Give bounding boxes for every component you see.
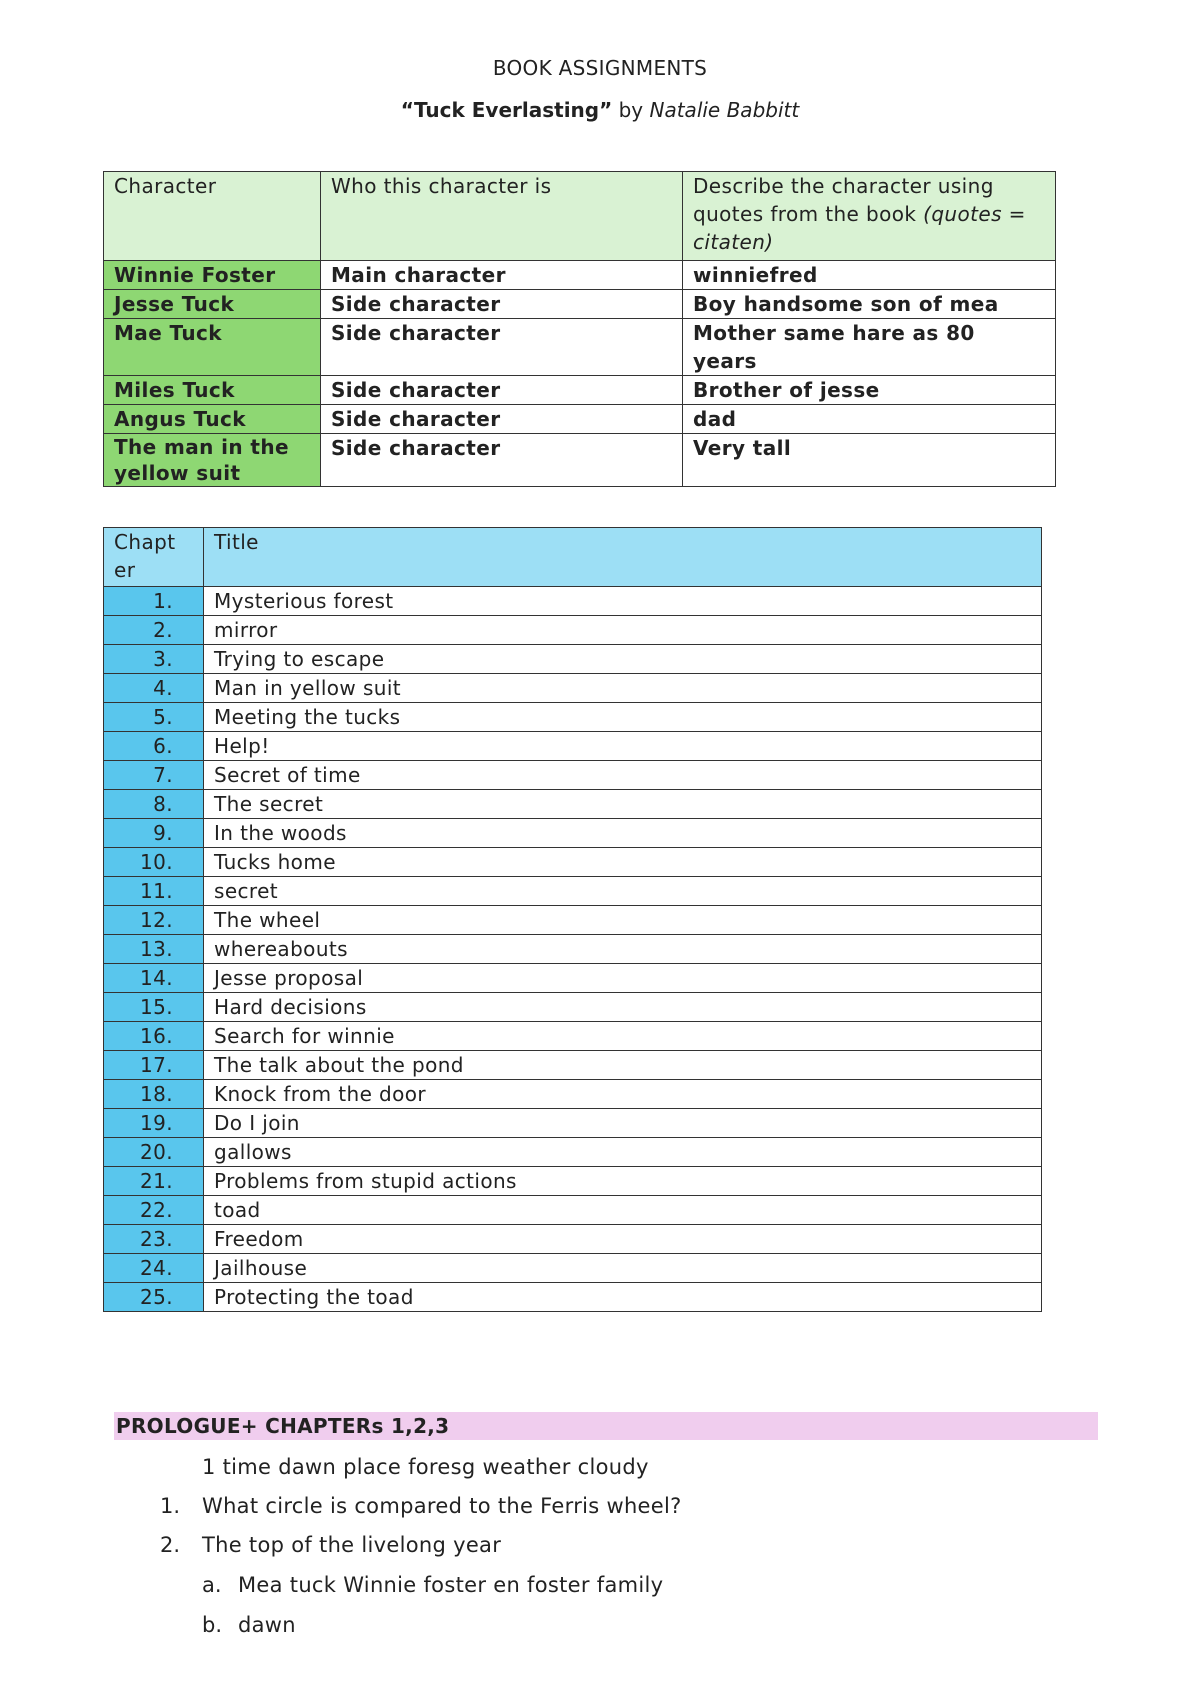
chapter-title: The talk about the pond bbox=[204, 1051, 1042, 1080]
chapter-title: Help! bbox=[204, 732, 1042, 761]
chapter-title: Knock from the door bbox=[204, 1080, 1042, 1109]
chapter-title: Meeting the tucks bbox=[204, 703, 1042, 732]
character-role: Side character bbox=[321, 290, 683, 319]
book-byline bbox=[0, 98, 1200, 122]
table-row bbox=[104, 261, 1056, 290]
character-name: Miles Tuck bbox=[104, 376, 321, 405]
character-role: Main character bbox=[321, 261, 683, 290]
chapter-title: gallows bbox=[204, 1138, 1042, 1167]
chapter-number: 25. bbox=[104, 1283, 204, 1312]
section-heading: PROLOGUE+ CHAPTERs 1,2,3 bbox=[114, 1412, 1098, 1440]
character-description: Boy handsome son of mea bbox=[683, 290, 1056, 319]
table-row bbox=[104, 645, 1042, 674]
header-describe bbox=[683, 172, 1056, 261]
chapters-table-header bbox=[104, 528, 1042, 587]
table-row bbox=[104, 1196, 1042, 1225]
table-row bbox=[104, 405, 1056, 434]
chapter-title: Problems from stupid actions bbox=[204, 1167, 1042, 1196]
header-chapter: Chapt er bbox=[104, 528, 204, 587]
character-name: Winnie Foster bbox=[104, 261, 321, 290]
character-description: Brother of jesse bbox=[683, 376, 1056, 405]
chapter-title: The secret bbox=[204, 790, 1042, 819]
chapter-number: 17. bbox=[104, 1051, 204, 1080]
header-describe-note: (quotes = citaten) bbox=[693, 202, 1026, 254]
page-title: BOOK ASSIGNMENTS bbox=[492, 56, 708, 80]
chapter-number: 10. bbox=[104, 848, 204, 877]
chapter-title: Hard decisions bbox=[204, 993, 1042, 1022]
character-description: winniefred bbox=[683, 261, 1056, 290]
table-row bbox=[104, 616, 1042, 645]
chapter-number: 5. bbox=[104, 703, 204, 732]
header-title: Title bbox=[204, 528, 1042, 587]
character-name: Mae Tuck bbox=[104, 319, 321, 376]
byline-by: by bbox=[612, 98, 650, 122]
chapter-number: 1. bbox=[104, 587, 204, 616]
question-text: What circle is compared to the Ferris wheel? bbox=[202, 1494, 682, 1518]
answer-text: Mea tuck Winnie foster en foster family bbox=[238, 1573, 664, 1597]
table-row bbox=[104, 290, 1056, 319]
question-marker: 1. bbox=[160, 1494, 181, 1518]
chapter-number: 16. bbox=[104, 1022, 204, 1051]
chapter-number: 22. bbox=[104, 1196, 204, 1225]
table-row bbox=[104, 790, 1042, 819]
book-author: Natalie Babbitt bbox=[649, 98, 800, 122]
table-row bbox=[104, 319, 1056, 376]
chapter-number: 21. bbox=[104, 1167, 204, 1196]
header-who: Who this character is bbox=[321, 172, 683, 261]
table-row bbox=[104, 877, 1042, 906]
chapter-number: 9. bbox=[104, 819, 204, 848]
chapter-title: Mysterious forest bbox=[204, 587, 1042, 616]
table-row bbox=[104, 964, 1042, 993]
question-marker: 2. bbox=[160, 1533, 181, 1557]
character-description: Very tall bbox=[683, 434, 1056, 487]
table-row bbox=[104, 1022, 1042, 1051]
chapter-number: 15. bbox=[104, 993, 204, 1022]
chapter-title: secret bbox=[204, 877, 1042, 906]
chapter-number: 6. bbox=[104, 732, 204, 761]
character-role: Side character bbox=[321, 405, 683, 434]
table-row bbox=[104, 376, 1056, 405]
table-row bbox=[104, 1051, 1042, 1080]
table-row bbox=[104, 848, 1042, 877]
table-row bbox=[104, 906, 1042, 935]
chapter-number: 18. bbox=[104, 1080, 204, 1109]
answer-marker: b. bbox=[202, 1613, 223, 1637]
chapter-title: Jailhouse bbox=[204, 1254, 1042, 1283]
chapter-title: Do I join bbox=[204, 1109, 1042, 1138]
character-name: The man in the yellow suit bbox=[104, 434, 321, 487]
answer-text: dawn bbox=[238, 1613, 296, 1637]
table-row bbox=[104, 761, 1042, 790]
table-row bbox=[104, 1225, 1042, 1254]
table-row bbox=[104, 935, 1042, 964]
character-description: dad bbox=[683, 405, 1056, 434]
table-row bbox=[104, 1254, 1042, 1283]
chapter-number: 4. bbox=[104, 674, 204, 703]
table-row bbox=[104, 587, 1042, 616]
character-role: Side character bbox=[321, 434, 683, 487]
chapter-title: Secret of time bbox=[204, 761, 1042, 790]
chapter-number: 20. bbox=[104, 1138, 204, 1167]
chapter-number: 19. bbox=[104, 1109, 204, 1138]
chapter-title: In the woods bbox=[204, 819, 1042, 848]
answer-marker: a. bbox=[202, 1573, 222, 1597]
table-row bbox=[104, 1283, 1042, 1312]
chapter-title: Jesse proposal bbox=[204, 964, 1042, 993]
table-row bbox=[104, 819, 1042, 848]
chapter-number: 24. bbox=[104, 1254, 204, 1283]
chapter-title: whereabouts bbox=[204, 935, 1042, 964]
table-row bbox=[104, 993, 1042, 1022]
chapter-title: Tucks home bbox=[204, 848, 1042, 877]
chapter-number: 23. bbox=[104, 1225, 204, 1254]
table-row bbox=[104, 1167, 1042, 1196]
chapter-number: 3. bbox=[104, 645, 204, 674]
character-role: Side character bbox=[321, 319, 683, 376]
chapter-number: 14. bbox=[104, 964, 204, 993]
chapter-title: toad bbox=[204, 1196, 1042, 1225]
header-describe-text: Describe the character using quotes from the book bbox=[693, 174, 994, 226]
table-row bbox=[104, 1138, 1042, 1167]
chapter-title: mirror bbox=[204, 616, 1042, 645]
question-text: The top of the livelong year bbox=[202, 1533, 502, 1557]
characters-table-header bbox=[104, 172, 1056, 261]
chapter-number: 2. bbox=[104, 616, 204, 645]
chapter-number: 13. bbox=[104, 935, 204, 964]
chapter-title: Freedom bbox=[204, 1225, 1042, 1254]
table-row bbox=[104, 1109, 1042, 1138]
character-role: Side character bbox=[321, 376, 683, 405]
chapter-title: Search for winnie bbox=[204, 1022, 1042, 1051]
section-intro: 1 time dawn place foresg weather cloudy bbox=[202, 1455, 649, 1479]
table-row bbox=[104, 1080, 1042, 1109]
table-row bbox=[104, 434, 1056, 487]
character-name: Jesse Tuck bbox=[104, 290, 321, 319]
character-description: Mother same hare as 80 years bbox=[683, 319, 1056, 376]
chapter-number: 12. bbox=[104, 906, 204, 935]
header-character: Character bbox=[104, 172, 321, 261]
table-row bbox=[104, 703, 1042, 732]
chapter-title: The wheel bbox=[204, 906, 1042, 935]
chapter-number: 11. bbox=[104, 877, 204, 906]
characters-table bbox=[103, 171, 1056, 487]
chapter-title: Man in yellow suit bbox=[204, 674, 1042, 703]
chapters-table bbox=[103, 527, 1042, 1312]
chapter-number: 7. bbox=[104, 761, 204, 790]
chapter-title: Trying to escape bbox=[204, 645, 1042, 674]
book-title: “Tuck Everlasting” bbox=[400, 98, 613, 122]
character-name: Angus Tuck bbox=[104, 405, 321, 434]
chapter-title: Protecting the toad bbox=[204, 1283, 1042, 1312]
table-row bbox=[104, 732, 1042, 761]
chapter-number: 8. bbox=[104, 790, 204, 819]
table-row bbox=[104, 674, 1042, 703]
